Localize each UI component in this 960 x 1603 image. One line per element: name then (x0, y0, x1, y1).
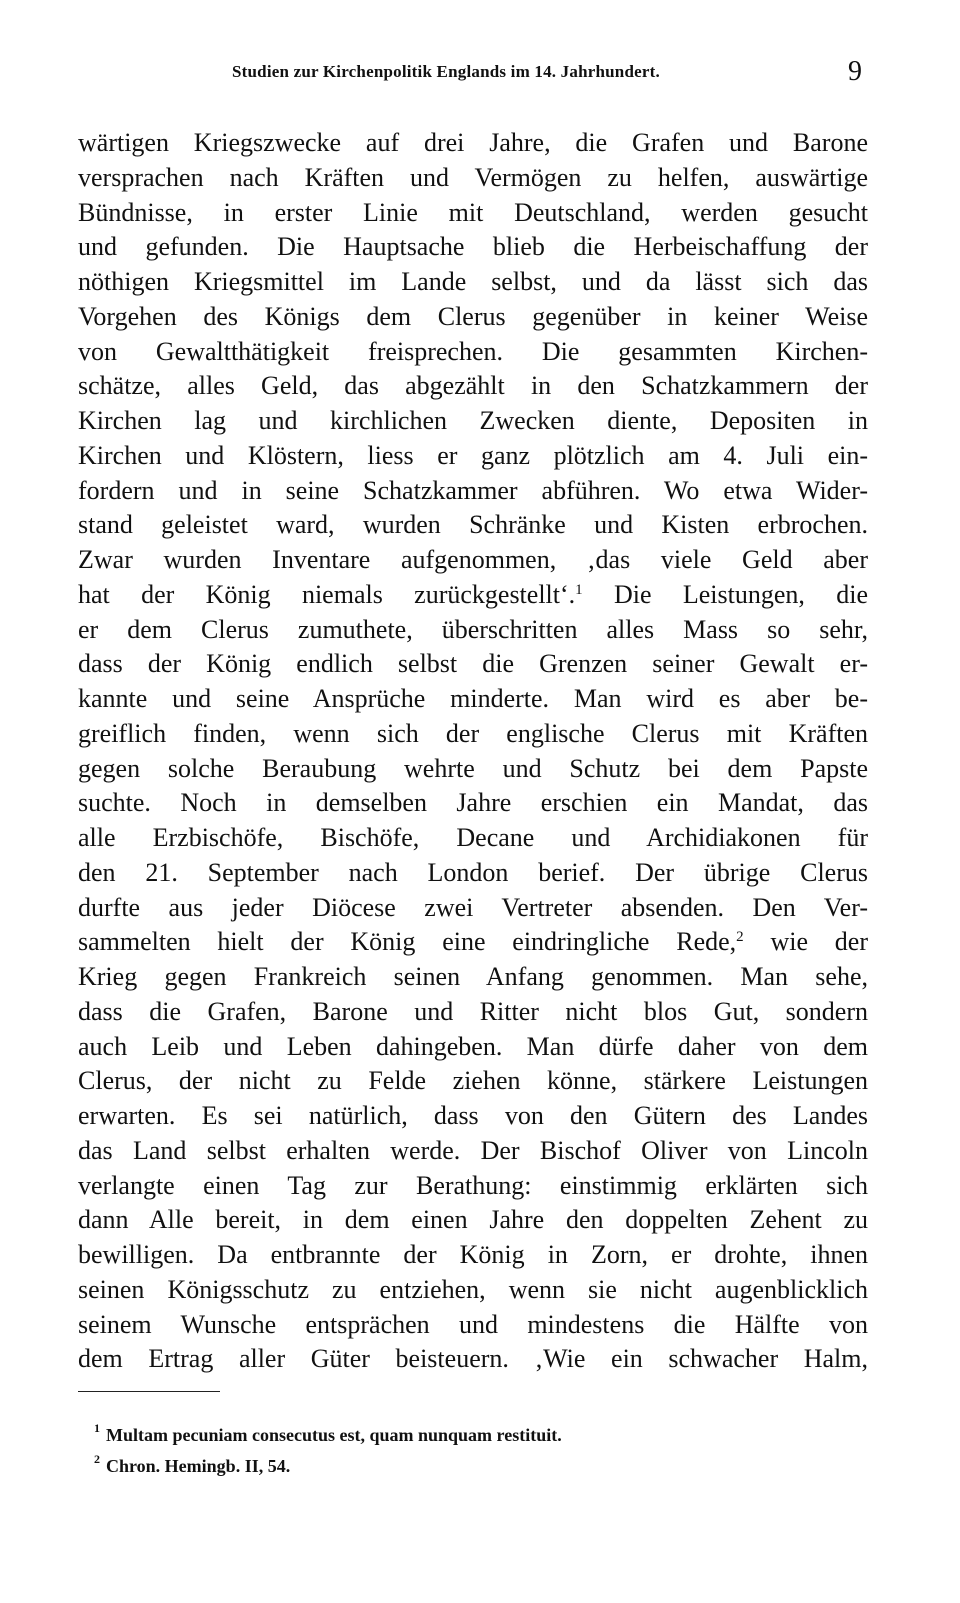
text-line: stand geleistet ward, wurden Schränke und Kisten erbrochen. (78, 510, 868, 540)
text-line: verlangte einen Tag zur Berathung: einstimmig erklärten sich (78, 1170, 868, 1200)
text-line: kannte und seine Ansprüche minderte. Man wird es aber be- (78, 684, 868, 713)
text-line: Zwar wurden Inventare aufgenommen, ‚das viele Geld aber (78, 545, 868, 574)
text-line: Clerus, der nicht zu Felde ziehen könne, stärkere Leistungen (78, 1066, 868, 1096)
page-number: 9 (848, 56, 862, 87)
text-line-with-footnote-ref (78, 578, 868, 613)
text-line: schätze, alles Geld, das abgezählt in den Schatzkammern der (78, 371, 868, 401)
footnote-text: Chron. Hemingb. II, 54. (106, 1456, 291, 1476)
footnote-ref-1[interactable]: 1 (575, 581, 583, 598)
text-line: seinen Königsschutz zu entziehen, wenn sie nicht augenblicklich (78, 1274, 868, 1304)
text-line: alle Erzbischöfe, Bischöfe, Decane und Archidiakonen für (78, 823, 868, 852)
text-line: nöthigen Kriegsmittel im Lande selbst, und da lässt sich das (78, 267, 868, 296)
text-segment: Die Leistungen, die (582, 579, 868, 609)
text-line: durfte aus jeder Diöcese zwei Vertreter absenden. Den Ver- (78, 892, 868, 922)
text-line: dass der König endlich selbst die Grenzen seiner Gewalt er- (78, 649, 868, 679)
footnote-2 (94, 1451, 866, 1482)
text-line: versprachen nach Kräften und Vermögen zu helfen, auswärtige (78, 162, 868, 192)
text-line: erwarten. Es sei natürlich, dass von den Gütern des Landes (78, 1101, 868, 1130)
footnotes (94, 1420, 866, 1482)
footnote-mark: 2 (94, 1452, 100, 1466)
text-line: Krieg gegen Frankreich seinen Anfang genommen. Man sehe, (78, 962, 868, 991)
text-line: fordern und in seine Schatzkammer abführen. Wo etwa Wider- (78, 475, 868, 505)
text-line: dass die Grafen, Barone und Ritter nicht blos Gut, sondern (78, 996, 868, 1026)
footnote-mark: 1 (94, 1421, 100, 1435)
text-line-with-footnote-ref (78, 925, 868, 960)
text-line: gegen solche Beraubung wehrte und Schutz bei dem Papste (78, 753, 868, 783)
text-line: bewilligen. Da entbrannte der König in Zorn, er drohte, ihnen (78, 1240, 868, 1269)
text-line: suchte. Noch in demselben Jahre erschien ein Mandat, das (78, 788, 868, 818)
text-line: dann Alle bereit, in dem einen Jahre den doppelten Zehent zu (78, 1205, 868, 1235)
text-line: Kirchen und Klöstern, liess er ganz plötzlich am 4. Juli ein- (78, 440, 868, 470)
text-line: Vorgehen des Königs dem Clerus gegenüber in keiner Weise (78, 301, 868, 331)
footnote-text: Multam pecuniam consecutus est, quam nunquam restituit. (106, 1425, 562, 1445)
text-line: wärtigen Kriegszwecke auf drei Jahre, die Grafen und Barone (78, 128, 868, 157)
text-line: das Land selbst erhalten werde. Der Bischof Oliver von Lincoln (78, 1135, 868, 1165)
text-segment: hat der König niemals zurückgestellt‘. (78, 579, 576, 609)
text-line: Bündnisse, in erster Linie mit Deutschland, werden gesucht (78, 197, 868, 227)
text-line: er dem Clerus zumuthete, überschritten alles Mass so sehr, (78, 614, 868, 644)
text-line: seinem Wunsche entsprächen und mindestens die Hälfte von (78, 1309, 868, 1339)
running-head: Studien zur Kirchenpolitik Englands im 14. Jahrhundert. (232, 62, 660, 81)
footnote-divider (78, 1391, 220, 1392)
body-text (78, 126, 868, 1377)
footnote-1 (94, 1420, 866, 1451)
text-line: greiflich finden, wenn sich der englische Clerus mit Kräften (78, 718, 868, 748)
text-line: Kirchen lag und kirchlichen Zwecken diente, Depositen in (78, 406, 868, 435)
text-line: auch Leib und Leben dahingeben. Man dürfe daher von dem (78, 1031, 868, 1061)
text-segment: sammelten hielt der König eine eindringliche Rede, (78, 927, 737, 957)
text-line: den 21. September nach London berief. Der übrige Clerus (78, 857, 868, 887)
text-line: und gefunden. Die Hauptsache blieb die Herbeischaffung der (78, 232, 868, 262)
text-line: von Gewaltthätigkeit freisprechen. Die gesammten Kirchen- (78, 336, 868, 366)
text-line: dem Ertrag aller Güter beisteuern. ‚Wie ein schwacher Halm, (78, 1344, 868, 1374)
footnote-ref-2[interactable]: 2 (736, 929, 744, 946)
text-segment: wie der (743, 927, 868, 957)
